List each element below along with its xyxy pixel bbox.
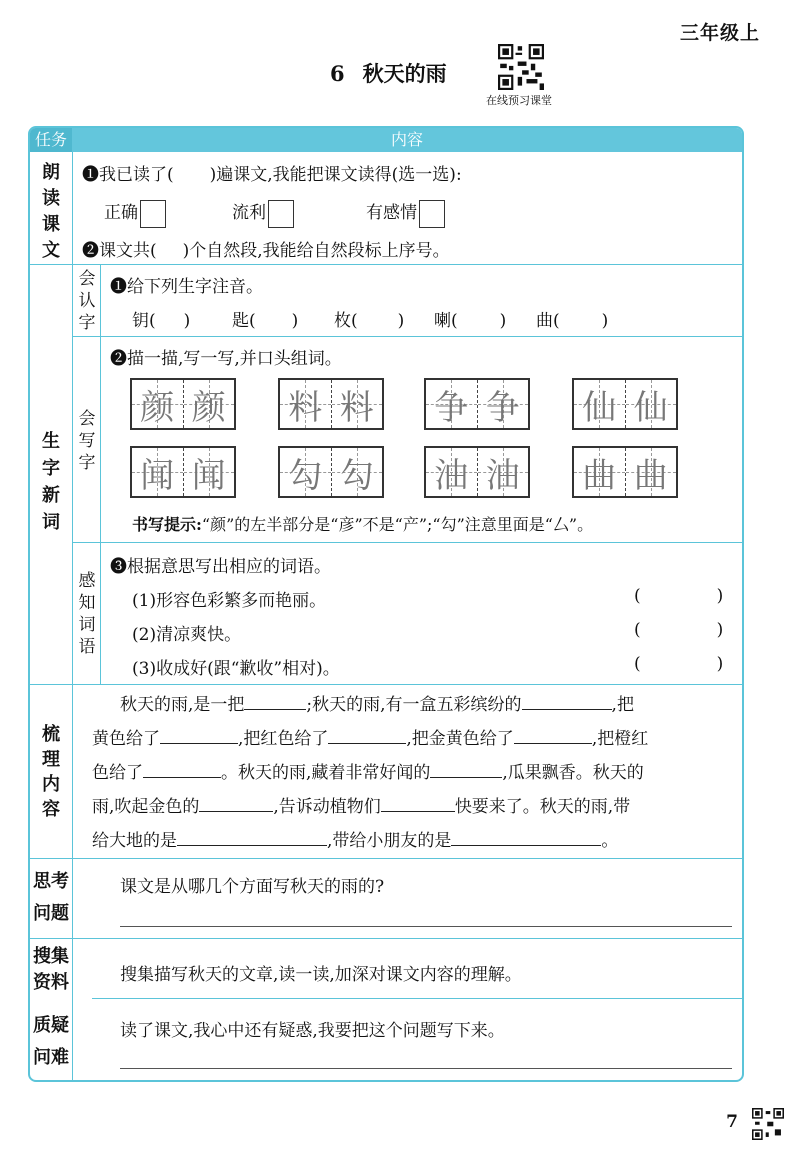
reading-label-text: 朗读课文 [42,162,60,261]
write-grid-3[interactable] [424,378,530,430]
char: 曲( [536,311,560,331]
paren: ( [634,620,641,640]
outline-text: ,把金黄色给了 [406,729,514,749]
write-grid-4[interactable] [572,378,678,430]
tip-label: 书写提示: [132,515,202,534]
checkbox-fluent[interactable] [268,200,294,228]
answer-paren-3[interactable] [634,654,723,674]
fill-blank[interactable] [381,793,455,812]
reading-q1-end: )遍课文,我能把课文读得(选一选): [209,165,462,185]
trace-char: 争 [434,387,469,428]
outline-line-5 [92,826,618,851]
trace-char: 仙 [633,387,668,428]
trace-char: 闻 [191,455,226,496]
lesson-title [330,58,447,88]
outline-text: ,告诉动植物们 [273,797,381,817]
trace-char: 曲 [582,455,617,496]
option-label: 正确 [104,203,138,223]
trace-char: 闻 [140,455,175,496]
divider-write [72,542,742,543]
write-grid-6[interactable] [278,446,384,498]
trace-char: 油 [434,455,469,496]
paren: ) [716,654,724,674]
fill-blank[interactable] [514,725,592,744]
page-number: 7 [726,1112,738,1132]
fill-blank[interactable] [199,793,273,812]
write-grid-5[interactable] [130,446,236,498]
section-label-words [30,428,72,536]
outline-line-1 [120,690,634,715]
answer-paren-1[interactable] [634,586,723,606]
option-label: 有感情 [366,203,417,223]
reading-option-emotion [366,198,445,228]
write-grid-2[interactable] [278,378,384,430]
outline-text: 快要来了。秋天的雨,带 [454,797,631,817]
paren: ) [601,311,609,331]
trace-char: 曲 [633,455,668,496]
fill-blank[interactable] [430,759,502,778]
perceive-item-1: (1)形容色彩繁多而艳丽。 [132,591,327,611]
outline-text: ,把红色给了 [238,729,329,749]
outline-text: 雨,吹起金色的 [92,797,200,817]
trace-char: 仙 [582,387,617,428]
outline-text: 黄色给了 [92,729,160,749]
trace-char: 颜 [140,387,175,428]
lesson-number: 6 [330,61,345,86]
outline-text: ,把 [611,695,634,715]
perceive-item-2: (2)清凉爽快。 [132,625,242,645]
doubt-label-text: 质疑问难 [33,1015,69,1068]
collect-text: 搜集描写秋天的文章,读一读,加深对课文内容的理解。 [120,965,522,985]
reading-option-fluent [232,198,294,228]
outline-text: ,带给小朋友的是 [327,831,452,851]
fill-blank[interactable] [244,691,306,710]
paren: ) [397,311,405,331]
outline-text: ;秋天的雨,有一盒五彩缤纷的 [306,695,522,715]
table-header-task: 任务 [30,128,72,152]
recognize-char-4 [434,306,506,331]
fill-blank[interactable] [451,827,601,846]
section-label-outline [30,722,72,822]
reading-option-accurate [104,198,166,228]
think-label-text: 思考问题 [33,871,69,924]
divider-collect [92,998,742,999]
doubt-answer-line[interactable] [120,1068,732,1069]
outline-line-3 [92,758,644,783]
sublabel-perceive: 感知词语 [78,571,96,657]
trace-char: 油 [485,455,520,496]
table-header-content: 内容 [390,130,423,149]
outline-text: ,把橙红 [591,729,649,749]
outline-label-text: 梳理内容 [42,724,60,820]
paren: ) [291,311,299,331]
trace-char: 颜 [191,387,226,428]
task-column-divider [72,152,73,1080]
outline-line-2 [92,724,648,749]
divider-reading [30,264,742,265]
char: 喇( [434,311,458,331]
outline-text: 色给了 [92,763,143,783]
sublabel-write: 会写字 [78,409,96,473]
subcolumn-divider [100,264,101,684]
qr-caption: 在线预习课堂 [486,94,552,107]
checkbox-accurate[interactable] [140,200,166,228]
perceive-instruction: ❸根据意思写出相应的词语。 [110,557,331,577]
write-grid-7[interactable] [424,446,530,498]
recognize-char-3 [334,306,404,331]
outline-text: 秋天的雨,是一把 [120,695,245,715]
recognize-char-5 [536,306,608,331]
outline-text: ,瓜果飘香。秋天的 [502,763,644,783]
paren: ) [183,311,191,331]
section-label-think [30,866,72,930]
reading-q2 [82,236,450,261]
paren: ) [499,311,507,331]
outline-text: 给大地的是 [92,831,177,851]
collect-label-text: 搜集资料 [33,946,69,993]
outline-text: 。 [601,831,619,851]
tip-text: “颜”的左半部分是“彦”不是“产”;“勾”注意里面是“厶”。 [201,515,594,534]
section-label-doubt [30,1010,72,1074]
writing-tip [132,512,593,535]
reading-q1 [82,160,462,185]
lesson-title-text: 秋天的雨 [362,62,447,86]
recognize-char-2 [232,306,298,331]
write-instruction: ❷描一描,写一写,并口头组词。 [110,349,342,369]
divider-outline [30,858,742,859]
divider-words [30,684,742,685]
divider-think [30,938,742,939]
char: 匙( [232,311,256,331]
qr-code-icon[interactable] [752,1108,784,1140]
fill-blank[interactable] [143,759,221,778]
reading-q2-start: ❷课文共( [82,241,157,261]
trace-char: 料 [339,387,374,428]
write-grid-8[interactable] [572,446,678,498]
answer-paren-2[interactable] [634,620,723,640]
fill-blank[interactable] [177,827,327,846]
outline-text: 。秋天的雨,藏着非常好闻的 [221,763,431,783]
paren: ) [716,620,724,640]
words-label-text: 生字新词 [42,431,60,533]
grade-label: 三年级上 [679,22,760,44]
fill-blank[interactable] [328,725,406,744]
trace-char: 勾 [288,455,323,496]
char: 枚( [334,311,358,331]
think-answer-line[interactable] [120,926,732,927]
recognize-instruction: ❶给下列生字注音。 [110,277,263,297]
fill-blank[interactable] [160,725,238,744]
section-label-collect [30,944,72,996]
char: 钥( [132,311,156,331]
fill-blank[interactable] [522,691,612,710]
outline-line-4 [92,792,630,817]
qr-code-icon[interactable] [498,44,544,90]
write-grid-1[interactable] [130,378,236,430]
divider-recognize [72,336,742,337]
reading-q2-end: )个自然段,我能给自然段标上序号。 [182,241,450,261]
doubt-text: 读了课文,我心中还有疑惑,我要把这个问题写下来。 [120,1021,505,1041]
option-label: 流利 [232,203,266,223]
checkbox-emotion[interactable] [419,200,445,228]
section-label-reading [30,160,72,264]
sublabel-recognize: 会认字 [78,269,96,333]
trace-char: 料 [288,387,323,428]
paren: ) [716,586,724,606]
paren: ( [634,586,641,606]
perceive-item-3: (3)收成好(跟“歉收”相对)。 [132,659,340,679]
think-question: 课文是从哪几个方面写秋天的雨的? [120,877,385,897]
trace-char: 勾 [339,455,374,496]
recognize-char-1 [132,306,190,331]
trace-char: 争 [485,387,520,428]
reading-q1-start: ❶我已读了( [82,165,174,185]
paren: ( [634,654,641,674]
